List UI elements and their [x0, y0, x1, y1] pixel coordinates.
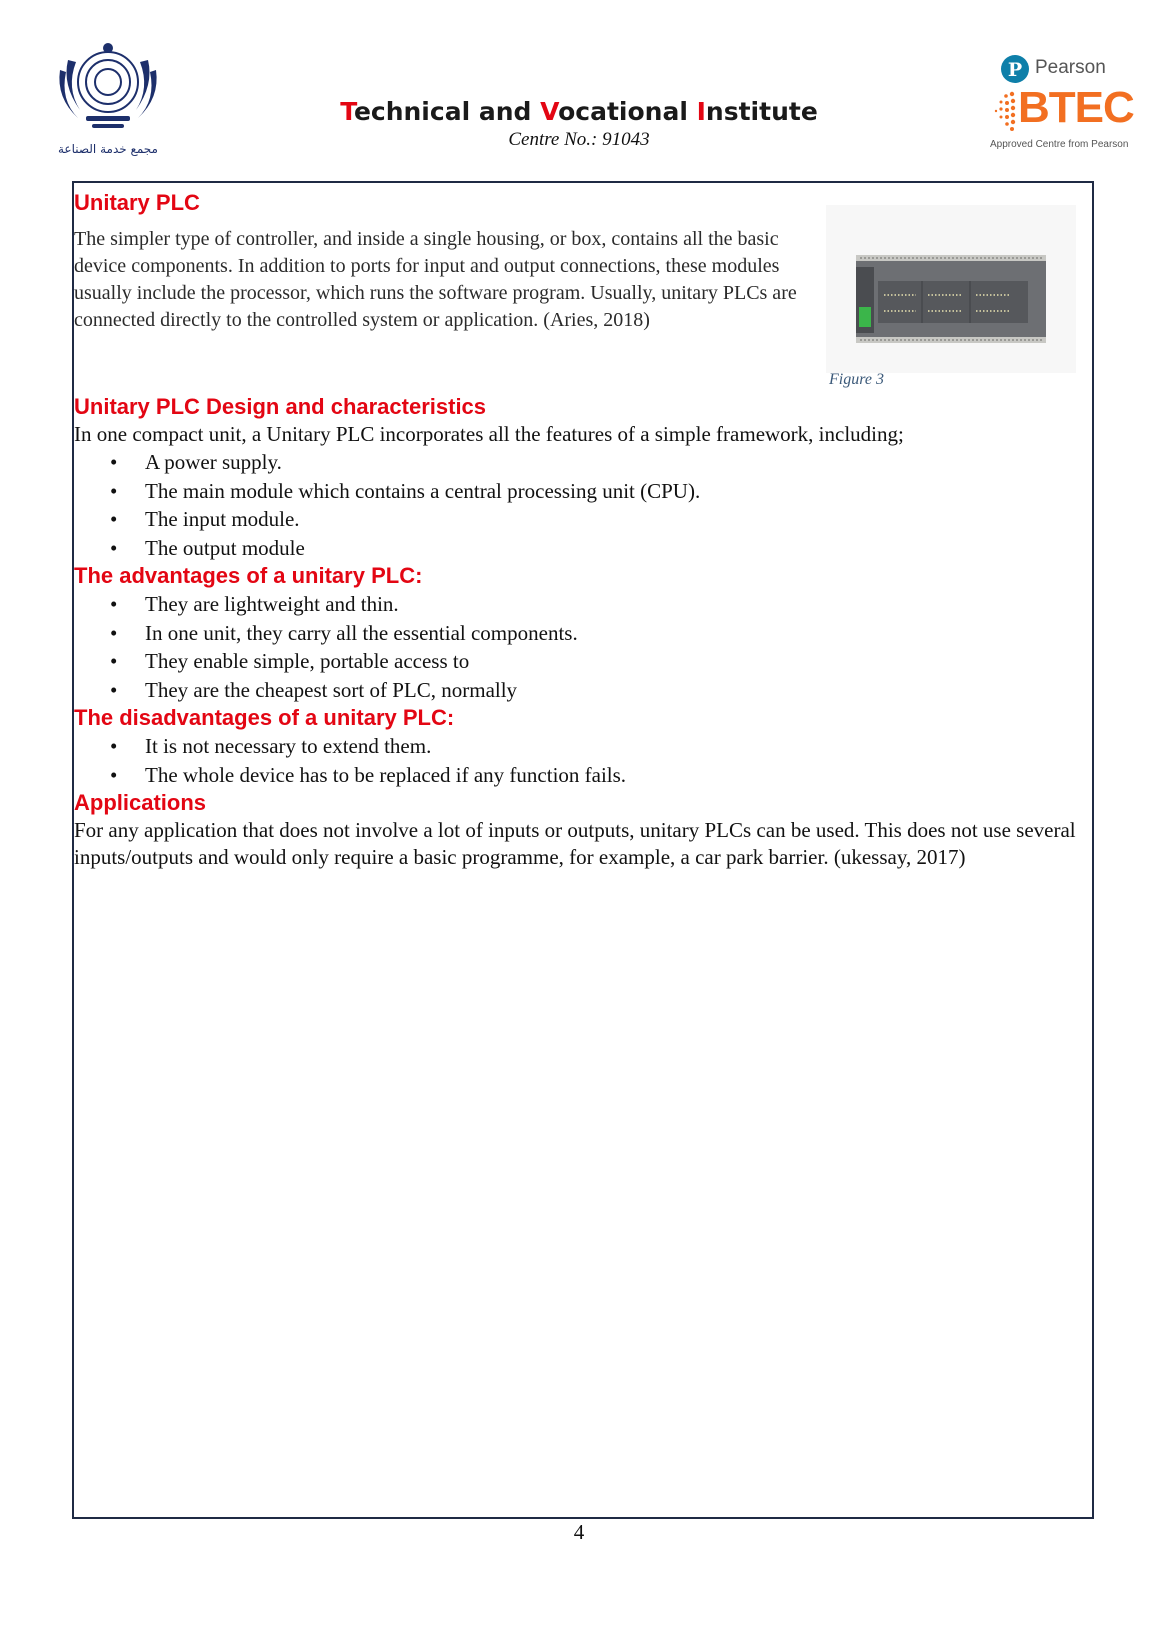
bullet: •: [110, 734, 118, 758]
list-item: [74, 619, 1092, 648]
applications-text: For any application that does not involve a lot of inputs or outputs, unitary PLCs can be used. This does not use several inputs/outputs and would only require a basic programme, for example, a car park barrier. (ukessay, 2017): [74, 818, 1076, 869]
list-item: [74, 761, 1092, 790]
bullet: •: [110, 620, 118, 645]
list-item-text: A power supply.: [145, 450, 282, 474]
bullet: •: [110, 677, 118, 702]
title-part: nstitute: [705, 97, 818, 126]
btec-label: BTEC: [1018, 83, 1134, 132]
centre-number: Centre No.: 91043: [508, 129, 650, 150]
list-item-text: They are the cheapest sort of PLC, normally: [145, 677, 518, 702]
list-item: [74, 534, 1092, 563]
advantages-list: [74, 590, 1092, 704]
emblem-caption: مجمع خدمة الصناعة: [58, 142, 158, 156]
design-heading: Unitary PLC Design and characteristics: [74, 394, 487, 419]
list-item-text: They enable simple, portable access to: [145, 649, 470, 673]
bullet: •: [110, 535, 118, 560]
svg-text:P: P: [1007, 59, 1023, 81]
bullet: •: [110, 450, 118, 474]
pearson-label: Pearson: [1035, 57, 1106, 78]
list-item: [74, 676, 1092, 705]
bullet: •: [110, 649, 118, 673]
design-list: [74, 448, 1092, 562]
page-number: 4: [573, 1520, 585, 1544]
title-part: I: [696, 97, 706, 126]
btec-dots-icon: [992, 90, 1018, 132]
bullet: •: [110, 592, 118, 616]
disadvantages-list: [74, 732, 1092, 789]
pearson-logo-icon: [1000, 54, 1030, 84]
list-item: [74, 647, 1092, 676]
title-part: echnical and: [353, 97, 541, 126]
title-part: V: [540, 97, 559, 126]
content-frame: [72, 181, 1094, 1519]
disadvantages-heading: The disadvantages of a unitary PLC:: [74, 705, 455, 730]
list-item-text: The input module.: [145, 507, 300, 531]
list-item-text: They are lightweight and thin.: [145, 592, 399, 616]
title-part: ocational: [558, 97, 697, 126]
list-item: [74, 448, 1092, 477]
approved-centre-label: Approved Centre from Pearson: [990, 139, 1129, 150]
list-item: [74, 477, 1092, 506]
list-item: [74, 590, 1092, 619]
list-item: [74, 732, 1092, 761]
applications-heading: Applications: [74, 790, 207, 815]
advantages-heading: The advantages of a unitary PLC:: [74, 563, 423, 588]
bullet: •: [110, 507, 118, 531]
figure-caption: Figure 3: [829, 371, 884, 388]
design-intro: In one compact unit, a Unitary PLC incorporates all the features of a simple framework, including;: [74, 422, 904, 446]
unitary-plc-heading: Unitary PLC: [74, 190, 200, 215]
list-item-text: In one unit, they carry all the essential components.: [145, 620, 578, 645]
plc-device-icon: [856, 255, 1046, 343]
title-part: T: [340, 97, 354, 126]
list-item-text: The output module: [145, 535, 305, 560]
list-item-text: The main module which contains a central processing unit (CPU).: [145, 478, 701, 503]
document-body: [74, 393, 1092, 871]
institute-title: [0, 97, 1158, 126]
bullet: •: [110, 762, 118, 787]
list-item-text: The whole device has to be replaced if any function fails.: [145, 762, 627, 787]
list-item-text: It is not necessary to extend them.: [145, 734, 432, 758]
list-item: [74, 505, 1092, 534]
plc-device-image: [826, 205, 1076, 373]
unitary-plc-description: The simpler type of controller, and inside a single housing, or box, contains all the basic device components. In addition to ports for input and output connections, these modules usually include the processor, which runs the software program. Usually, unitary PLCs are connected directly to the controlled system or application. (Aries, 2018): [74, 228, 797, 331]
bullet: •: [110, 478, 118, 503]
page-header: [0, 0, 1158, 175]
